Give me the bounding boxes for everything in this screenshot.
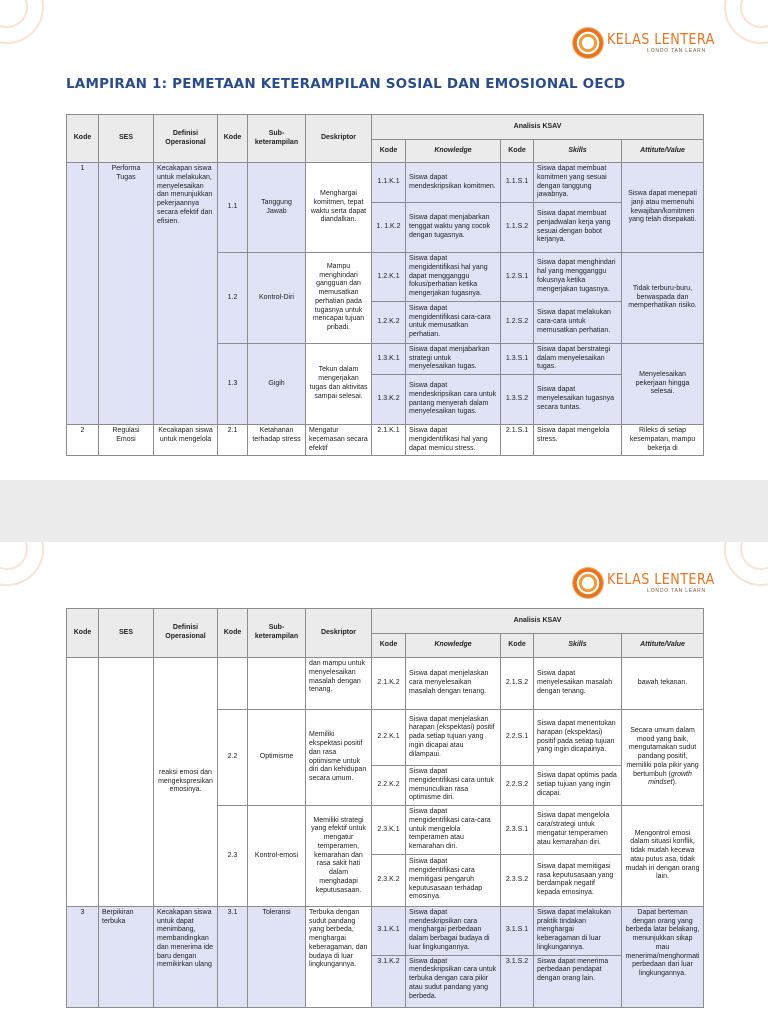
sub-kode: 2.3 bbox=[218, 806, 248, 907]
header-knowledge: Knowledge bbox=[406, 634, 501, 658]
deskriptor: Mampu menghindari gangguan dan memusatkan perhatian pada tugasnya untuk mencapai tujuan pribadi. bbox=[306, 253, 372, 344]
table-row bbox=[67, 906, 704, 955]
knowledge-text: Siswa dapat mengidentifikasi cara untuk memunculkan rasa optimisme diri. bbox=[406, 766, 501, 806]
knowledge-kode: 1.1.K.1 bbox=[372, 163, 406, 203]
brand-logo bbox=[573, 28, 734, 58]
decorative-corner bbox=[0, 0, 28, 28]
sub-kode: 2.2 bbox=[218, 710, 248, 806]
knowledge-text: Siswa dapat mendeskripsikan cara untuk pantang menyerah dalam menyelesaikan tugas. bbox=[406, 375, 501, 425]
brand-tagline: LONDO TAN LEARN bbox=[647, 588, 706, 594]
knowledge-kode: 3.1.K.2 bbox=[372, 955, 406, 1007]
sub-keterampilan: Kontrol-Diri bbox=[248, 253, 306, 344]
header-skills: Skills bbox=[534, 634, 622, 658]
sub-keterampilan: Toleransi bbox=[248, 906, 306, 1007]
skills-kode: 2.1.S.2 bbox=[501, 658, 534, 710]
sub-keterampilan: Gigih bbox=[248, 343, 306, 424]
attitute-text-end: ). bbox=[672, 779, 677, 787]
header-ses: SES bbox=[99, 609, 154, 658]
knowledge-text: Siswa dapat mengidentifikasi hal yang dapat mengganggu fokus/perhatian ketika mengerjakan tugasnya. bbox=[406, 253, 501, 302]
brand-name: KELAS LENTERA bbox=[607, 570, 715, 588]
header-sub-keterampilan: Sub-keterampilan bbox=[248, 115, 306, 163]
deskriptor: Memiliki ekspektasi positif dan rasa optimisme untuk diri dan kehidupan secara umum. bbox=[306, 710, 372, 806]
ses-name: Berpikiran terbuka bbox=[99, 906, 154, 1007]
skills-kode: 3.1.S.2 bbox=[501, 955, 534, 1007]
sun-logo-icon bbox=[573, 568, 603, 598]
document-page-2 bbox=[0, 542, 768, 1024]
ses-kode: 1 bbox=[67, 163, 99, 425]
knowledge-text: Siswa dapat menjelaskan cara menyelesaikan masalah dengan tenang. bbox=[406, 658, 501, 710]
knowledge-text: Siswa dapat mendeskripsikan cara untuk terbuka dengan cara pikir atau sudut pandang yang berbeda. bbox=[406, 955, 501, 1007]
sub-kode: 2.1 bbox=[218, 425, 248, 456]
skills-kode: 1.3.S.2 bbox=[501, 375, 534, 425]
skills-text: Siswa dapat melakukan cara-cara untuk memusatkan perhatian. bbox=[534, 301, 622, 343]
attitute-value: Tidak terburu-buru, berwaspada dan memperhatikan risiko. bbox=[622, 253, 704, 344]
knowledge-kode: 2.2.K.2 bbox=[372, 766, 406, 806]
knowledge-kode: 2.2.K.1 bbox=[372, 710, 406, 766]
attitute-value: Dapat berteman dengan orang yang berbeda latar belakang, menunjukkan sikap mau menerima/menghormati perbedaan dari luar lingkungannya. bbox=[622, 906, 704, 1007]
skills-text: Siswa dapat menentukan harapan (ekspektasi) positif pada setiap tujuan yang ingin dicapainya. bbox=[534, 710, 622, 766]
header-kode: Kode bbox=[67, 115, 99, 163]
sun-logo-icon bbox=[573, 28, 603, 58]
attitute-emphasis: growth mindset bbox=[648, 770, 692, 787]
sub-kode: 3.1 bbox=[218, 906, 248, 1007]
decorative-corner bbox=[0, 542, 28, 570]
skills-text: Siswa dapat menerima perbedaan pendapat dengan orang lain. bbox=[534, 955, 622, 1007]
skills-text: Siswa dapat membuat penjadwalan kerja yang sesuai dengan bobot kerjanya. bbox=[534, 203, 622, 253]
sub-kode-continued bbox=[218, 658, 248, 710]
skills-text: Siswa dapat melakukan praktik tindakan menghargai keberagaman di luar lingkungannya. bbox=[534, 906, 622, 955]
skills-text: Siswa dapat mengelola stress. bbox=[534, 425, 622, 456]
knowledge-kode: 1.2.K.1 bbox=[372, 253, 406, 302]
sub-kode: 1.2 bbox=[218, 253, 248, 344]
skills-kode: 2.1.S.1 bbox=[501, 425, 534, 456]
skills-text: Siswa dapat menghindari hal yang mengganggu fokusnya ketika mengerjakan tugasnya. bbox=[534, 253, 622, 302]
knowledge-kode: 1.2.K.2 bbox=[372, 301, 406, 343]
knowledge-kode: 2.1.K.2 bbox=[372, 658, 406, 710]
skills-kode: 3.1.S.1 bbox=[501, 906, 534, 955]
knowledge-kode: 1.3.K.2 bbox=[372, 375, 406, 425]
header-deskriptor: Deskriptor bbox=[306, 115, 372, 163]
ses-name: Regulasi Emosi bbox=[99, 425, 154, 456]
knowledge-text: Siswa dapat mengidentifikasi cara-cara untuk mengelola temperamen atau kemarahan diri. bbox=[406, 806, 501, 855]
table-row bbox=[67, 163, 704, 203]
header-knowledge-kode: Kode bbox=[372, 140, 406, 163]
sub-keterampilan-continued bbox=[248, 658, 306, 710]
skills-text: Siswa dapat mengelola cara/strategi untuk mengatur temperamen atau kemarahan diri. bbox=[534, 806, 622, 855]
definisi-operasional: Kecakapan siswa untuk mengelola bbox=[154, 425, 218, 456]
sub-kode: 1.1 bbox=[218, 163, 248, 253]
ses-name-continued bbox=[99, 658, 154, 907]
header-deskriptor: Deskriptor bbox=[306, 609, 372, 658]
skills-text: Siswa dapat menyelesaikan masalah dengan tenang. bbox=[534, 658, 622, 710]
header-skills: Skills bbox=[534, 140, 622, 163]
header-definisi: Definisi Operasional bbox=[154, 115, 218, 163]
skills-kode: 2.2.S.2 bbox=[501, 766, 534, 806]
skills-kode: 1.3.S.1 bbox=[501, 343, 534, 374]
decorative-corner bbox=[740, 542, 768, 570]
knowledge-text: Siswa dapat menjelaskan harapan (ekspektasi) positif pada setiap tujuan yang ingin dicapai atau dilampaui. bbox=[406, 710, 501, 766]
sub-keterampilan: Ketahanan terhadap stress bbox=[248, 425, 306, 456]
deskriptor: Mengatur kecemasan secara efektif bbox=[306, 425, 372, 456]
sub-keterampilan: Kontrol-emosi bbox=[248, 806, 306, 907]
definisi-operasional: reaksi emosi dan mengekspresikan emosinya. bbox=[154, 658, 218, 907]
skills-text: Siswa dapat optimis pada setiap tujuan yang ingin dicapai. bbox=[534, 766, 622, 806]
deskriptor: Tekun dalam mengerjakan tugas dan aktivitas sampai selesai. bbox=[306, 343, 372, 424]
header-attitute: Attitute/Value bbox=[622, 140, 704, 163]
skills-text: Siswa dapat menyelesaikan tugasnya secara tuntas. bbox=[534, 375, 622, 425]
ses-kode: 2 bbox=[67, 425, 99, 456]
skills-kode: 2.3.S.2 bbox=[501, 854, 534, 906]
decorative-corner bbox=[740, 0, 768, 28]
header-kode-sub: Kode bbox=[218, 115, 248, 163]
knowledge-kode: 1.3.K.1 bbox=[372, 343, 406, 374]
skills-kode: 2.3.S.1 bbox=[501, 806, 534, 855]
definisi-operasional: Kecakapan siswa untuk dapat menimbang, membandingkan dan menerima ide baru dengan memikirkan ulang bbox=[154, 906, 218, 1007]
decorative-corner bbox=[0, 542, 44, 586]
ses-kode-continued bbox=[67, 658, 99, 907]
sub-kode: 1.3 bbox=[218, 343, 248, 424]
sub-keterampilan: Optimisme bbox=[248, 710, 306, 806]
skills-text: Siswa dapat membuat komitmen yang sesuai dengan tanggung jawabnya. bbox=[534, 163, 622, 203]
skills-kode: 1.2.S.2 bbox=[501, 301, 534, 343]
decorative-corner bbox=[0, 0, 44, 44]
skills-kode: 2.2.S.1 bbox=[501, 710, 534, 766]
deskriptor: dan mampu untuk menyelesaikan masalah dengan tenang. bbox=[306, 658, 372, 710]
attitute-value bbox=[622, 710, 704, 806]
deskriptor: Memiliki strategi yang efektif untuk mengatur temperamen, kemarahan dan rasa sakit hati dalam menghadapi keputusasaan. bbox=[306, 806, 372, 907]
header-kode: Kode bbox=[67, 609, 99, 658]
skills-text: Siswa dapat memitigasi rasa keputusasaan yang berdampak negatif kepada emosinya. bbox=[534, 854, 622, 906]
ksav-table-page-1 bbox=[66, 114, 704, 456]
attitute-value: Mengontrol emosi dalam situasi konflik, tidak mudah kecewa atau putus asa, tidak mudah iri dengan orang lain. bbox=[622, 806, 704, 907]
knowledge-text: Siswa dapat mendeskripsikan komitmen. bbox=[406, 163, 501, 203]
header-analisis-ksav: Analisis KSAV bbox=[372, 115, 704, 140]
header-analisis-ksav: Analisis KSAV bbox=[372, 609, 704, 634]
deskriptor: Terbuka dengan sudut pandang yang berbeda, menghargai keberagaman, dan budaya di luar lingkungannya. bbox=[306, 906, 372, 1007]
knowledge-text: Siswa dapat menjabarkan strategi untuk menyelesaikan tugas. bbox=[406, 343, 501, 374]
brand-name: KELAS LENTERA bbox=[607, 30, 715, 48]
table-row bbox=[67, 658, 704, 710]
header-attitute: Attitute/Value bbox=[622, 634, 704, 658]
definisi-operasional: Kecakapan siswa untuk melakukan, menyelesaikan dan menunjukkan pekerjaannya secara efektif dan efisien. bbox=[154, 163, 218, 425]
sub-keterampilan: Tanggung Jawab bbox=[248, 163, 306, 253]
table-row bbox=[67, 425, 704, 456]
header-skills-kode: Kode bbox=[501, 140, 534, 163]
skills-kode: 1.1.S.1 bbox=[501, 163, 534, 203]
knowledge-kode: 2.3.K.1 bbox=[372, 806, 406, 855]
skills-kode: 1.2.S.1 bbox=[501, 253, 534, 302]
brand-tagline: LONDO TAN LEARN bbox=[647, 48, 706, 54]
attitute-value: Menyelesaikan pekerjaan hingga selesai. bbox=[622, 343, 704, 424]
knowledge-text: Siswa dapat mendeskripsikan cara menghargai perbedaan dalam berbagai budaya di luar lingkungannya. bbox=[406, 906, 501, 955]
knowledge-text: Siswa dapat mengidentifikasi cara-cara untuk memusatkan perhatian. bbox=[406, 301, 501, 343]
header-ses: SES bbox=[99, 115, 154, 163]
deskriptor: Menghargai komitmen, tepat waktu serta dapat diandalkan. bbox=[306, 163, 372, 253]
knowledge-kode: 2.3.K.2 bbox=[372, 854, 406, 906]
header-skills-kode: Kode bbox=[501, 634, 534, 658]
attitute-text: Secara umum dalam mood yang baik, mengutamakan sudut pandang positif, memiliki pola pikir yang bertumbuh ( bbox=[626, 726, 699, 778]
brand-logo bbox=[573, 568, 734, 598]
header-kode-sub: Kode bbox=[218, 609, 248, 658]
ses-kode: 3 bbox=[67, 906, 99, 1007]
attitute-value: Rileks di setiap kesempatan, mampu bekerja di bbox=[622, 425, 704, 456]
skills-kode: 1.1.S.2 bbox=[501, 203, 534, 253]
attitute-value: bawah tekanan. bbox=[622, 658, 704, 710]
knowledge-kode: 3.1.K.1 bbox=[372, 906, 406, 955]
ksav-table-page-2 bbox=[66, 608, 704, 1008]
knowledge-text: Siswa dapat mengidentifikasi cara memitigasi pengaruh keputusasaan terhadap emosinya. bbox=[406, 854, 501, 906]
skills-text: Siswa dapat berstrategi dalam menyelesaikan tugas. bbox=[534, 343, 622, 374]
knowledge-kode: 2.1.K.1 bbox=[372, 425, 406, 456]
knowledge-kode: 1. 1.K.2 bbox=[372, 203, 406, 253]
knowledge-text: Siswa dapat mengidentifikasi hal yang dapat memicu stress. bbox=[406, 425, 501, 456]
header-knowledge-kode: Kode bbox=[372, 634, 406, 658]
document-title: LAMPIRAN 1: PEMETAAN KETERAMPILAN SOSIAL DAN EMOSIONAL OECD bbox=[66, 76, 626, 92]
header-knowledge: Knowledge bbox=[406, 140, 501, 163]
knowledge-text: Siswa dapat menjabarkan tenggat waktu yang cocok dengan tugasnya. bbox=[406, 203, 501, 253]
ses-name: Performa Tugas bbox=[99, 163, 154, 425]
header-sub-keterampilan: Sub-keterampilan bbox=[248, 609, 306, 658]
attitute-value: Siswa dapat menepati janji atau memenuhi kewajiban/komitmen yang telah disepakati. bbox=[622, 163, 704, 253]
document-page-1 bbox=[0, 0, 768, 480]
header-definisi: Definisi Operasional bbox=[154, 609, 218, 658]
